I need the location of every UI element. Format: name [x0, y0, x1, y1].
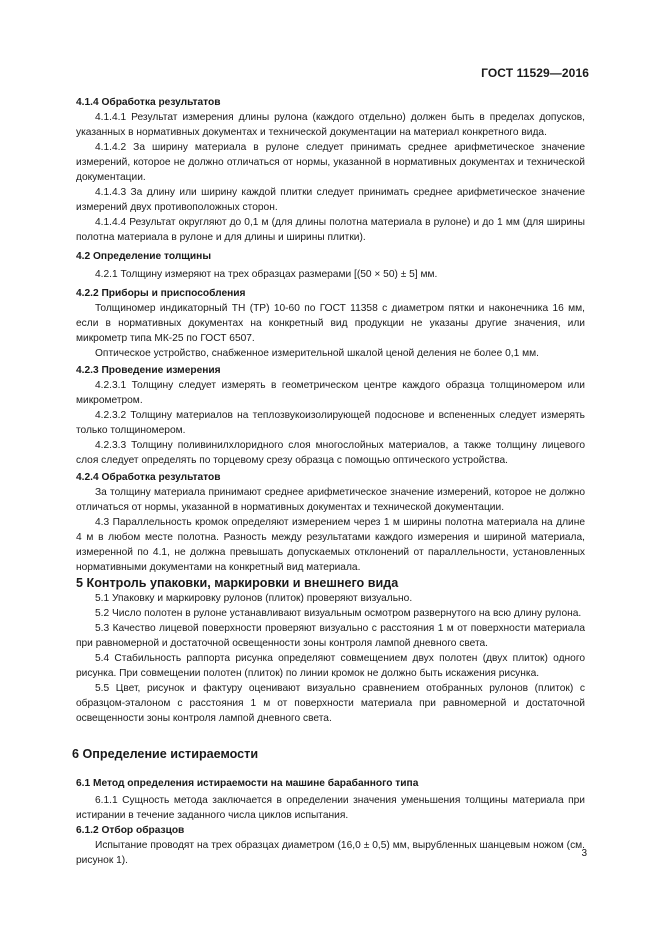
document-header-standard: ГОСТ 11529—2016 [481, 66, 589, 80]
paragraph-5-3: 5.3 Качество лицевой поверхности проверяют визуально с расстояния 1 м от поверхности материала при равномерной и достаточной освещенности зоны контроля лампой дневного света. [76, 623, 585, 649]
paragraph-4-2-3-1: 4.2.3.1 Толщину следует измерять в геометрическом центре каждого образца толщиномером или микрометром. [76, 380, 585, 406]
paragraph-4-1-4-1: 4.1.4.1 Результат измерения длины рулона (каждого отдельно) должен быть в пределах допусков, указанных в нормативных документах и технической документации на материал конкретного вида. [76, 112, 585, 138]
section-6-title: 6 Определение истираемости [72, 747, 259, 761]
paragraph-4-3: 4.3 Параллельность кромок определяют измерением через 1 м ширины полотна материала на длине 4 м в любом месте полотна. Разность между результатами каждого измерения и шириной материала, измеренной по 4.1, не должна превышать допускаемых отклонений от параллельности, установленных нормативными документами на конкретный вид материала. [76, 517, 585, 573]
paragraph-4-2-1: 4.2.1 Толщину измеряют на трех образцах размерами [(50 × 50) ± 5] мм. [95, 269, 438, 280]
paragraph-4-2-2-b: Оптическое устройство, снабженное измерительной шкалой ценой деления не более 0,1 мм. [95, 348, 539, 359]
heading-4-1-4: 4.1.4 Обработка результатов [76, 97, 221, 108]
heading-6-1: 6.1 Метод определения истираемости на машине барабанного типа [76, 778, 419, 789]
heading-4-2-3: 4.2.3 Проведение измерения [76, 365, 221, 376]
paragraph-4-1-4-3: 4.1.4.3 За длину или ширину каждой плитки следует принимать среднее арифметическое значение измерений двух противоположных сторон. [76, 187, 585, 213]
heading-4-2: 4.2 Определение толщины [76, 251, 212, 262]
heading-4-2-2: 4.2.2 Приборы и приспособления [76, 288, 246, 299]
page-number: 3 [581, 848, 587, 859]
section-5-title: 5 Контроль упаковки, маркировки и внешнего вида [76, 576, 399, 590]
paragraph-4-2-4: За толщину материала принимают среднее арифметическое значение измерений, которое не должно отличаться от нормы, указанной в нормативных документах и технической документации. [76, 487, 585, 513]
paragraph-6-1-2: Испытание проводят на трех образцах диаметром (16,0 ± 0,5) мм, вырубленных шанцевым ножом (см. рисунок 1). [76, 840, 585, 866]
paragraph-4-2-2-a: Толщиномер индикаторный ТН (ТР) 10-60 по ГОСТ 11358 с диаметром пятки и наконечника 16 мм, если в нормативных документах на конкретный вид продукции не указаны другие значения, или микрометр типа МК-25 по ГОСТ 6507. [76, 303, 585, 344]
heading-6-1-2: 6.1.2 Отбор образцов [76, 825, 185, 836]
document-body [72, 95, 585, 868]
paragraph-5-2: 5.2 Число полотен в рулоне устанавливают визуальным осмотром развернутого на всю длину рулона. [95, 608, 582, 619]
paragraph-4-2-3-3: 4.2.3.3 Толщину поливинилхлоридного слоя многослойных материалов, а также толщину лицевого слоя следует определять по торцевому срезу образца с помощью оптического устройства. [76, 440, 585, 466]
paragraph-4-1-4-4: 4.1.4.4 Результат округляют до 0,1 м (для длины полотна материала в рулоне) и до 1 мм (для ширины полотна материала в рулоне и для длины и ширины плитки). [76, 217, 585, 243]
paragraph-5-1: 5.1 Упаковку и маркировку рулонов (плиток) проверяют визуально. [95, 593, 413, 604]
paragraph-5-5: 5.5 Цвет, рисунок и фактуру оценивают визуально сравнением отобранных рулонов (плиток) с образцом-эталоном с расстояния 1 м от поверхности материала при равномерной и достаточной освещенности зоны контроля лампой дневного света. [76, 683, 585, 724]
paragraph-4-2-3-2: 4.2.3.2 Толщину материалов на теплозвукоизолирующей подоснове и вспененных следует измерять только толщиномером. [76, 410, 585, 436]
paragraph-5-4: 5.4 Стабильность раппорта рисунка определяют совмещением двух полотен (двух плиток) одного рисунка. При совмещении полотен (плиток) по линии кромок не должно быть искажения рисунка. [76, 653, 585, 679]
paragraph-4-1-4-2: 4.1.4.2 За ширину материала в рулоне следует принимать среднее арифметическое значение измерений, которое не должно отличаться от нормы, указанной в нормативных документах и технической документации. [76, 142, 585, 183]
paragraph-6-1-1: 6.1.1 Сущность метода заключается в определении значения уменьшения толщины материала при истирании в течение заданного числа циклов испытания. [76, 795, 585, 821]
heading-4-2-4: 4.2.4 Обработка результатов [76, 472, 221, 483]
